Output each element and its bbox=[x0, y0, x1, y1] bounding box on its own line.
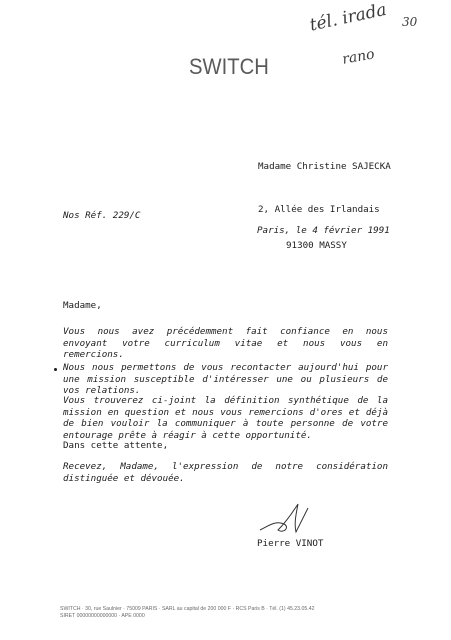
closing-paragraph: Recevez, Madame, l'expression de notre considération distinguée et dévouée. bbox=[63, 461, 388, 484]
signature-icon bbox=[254, 500, 324, 540]
signer-name: Pierre VINOT bbox=[257, 538, 324, 549]
margin-dot bbox=[54, 368, 57, 371]
reference-number: Nos Réf. 229/C bbox=[63, 210, 141, 221]
salutation: Madame, bbox=[63, 300, 102, 311]
handwritten-note-2: rano bbox=[341, 46, 376, 68]
recipient-street: 2, Allée des Irlandais bbox=[258, 203, 380, 215]
body-paragraph-4: Dans cette attente, bbox=[63, 440, 169, 451]
footer-legal bbox=[60, 606, 420, 620]
handwritten-number: 30 bbox=[402, 15, 418, 29]
body-paragraph-1: Vous nous avez précédemment fait confiance en nous envoyant votre curriculum vitae et nous vous en remercions. bbox=[63, 326, 388, 360]
footer-line-2: SIRET 00000000000000 · APE 0000 bbox=[60, 613, 145, 619]
footer-line-1: SWITCH · 30, rue Saulnier · 75009 PARIS · SARL au capital de 200 000 F · RCS Paris B · Tél. (1) 45.23.05.42 bbox=[60, 606, 315, 612]
date-line: Paris, le 4 février 1991 bbox=[257, 225, 390, 236]
handwritten-note: tél. irada bbox=[308, 0, 389, 36]
body-paragraph-3: Vous trouverez ci-joint la définition synthétique de la mission en question et nous vous remercions d'ores et déjà de bien vouloir la communiquer à toute personne de votre entourage prête à réagir à cette opportunité. bbox=[63, 395, 388, 441]
recipient-address bbox=[258, 137, 391, 277]
recipient-city: 91300 MASSY bbox=[286, 240, 347, 251]
recipient-name: Madame Christine SAJECKA bbox=[258, 161, 391, 172]
company-logo: SWITCH bbox=[189, 54, 269, 79]
body-paragraph-2: Nous nous permettons de vous recontacter aujourd'hui pour une mission susceptible d'intéresser une ou plusieurs de vos relations. bbox=[63, 362, 388, 396]
